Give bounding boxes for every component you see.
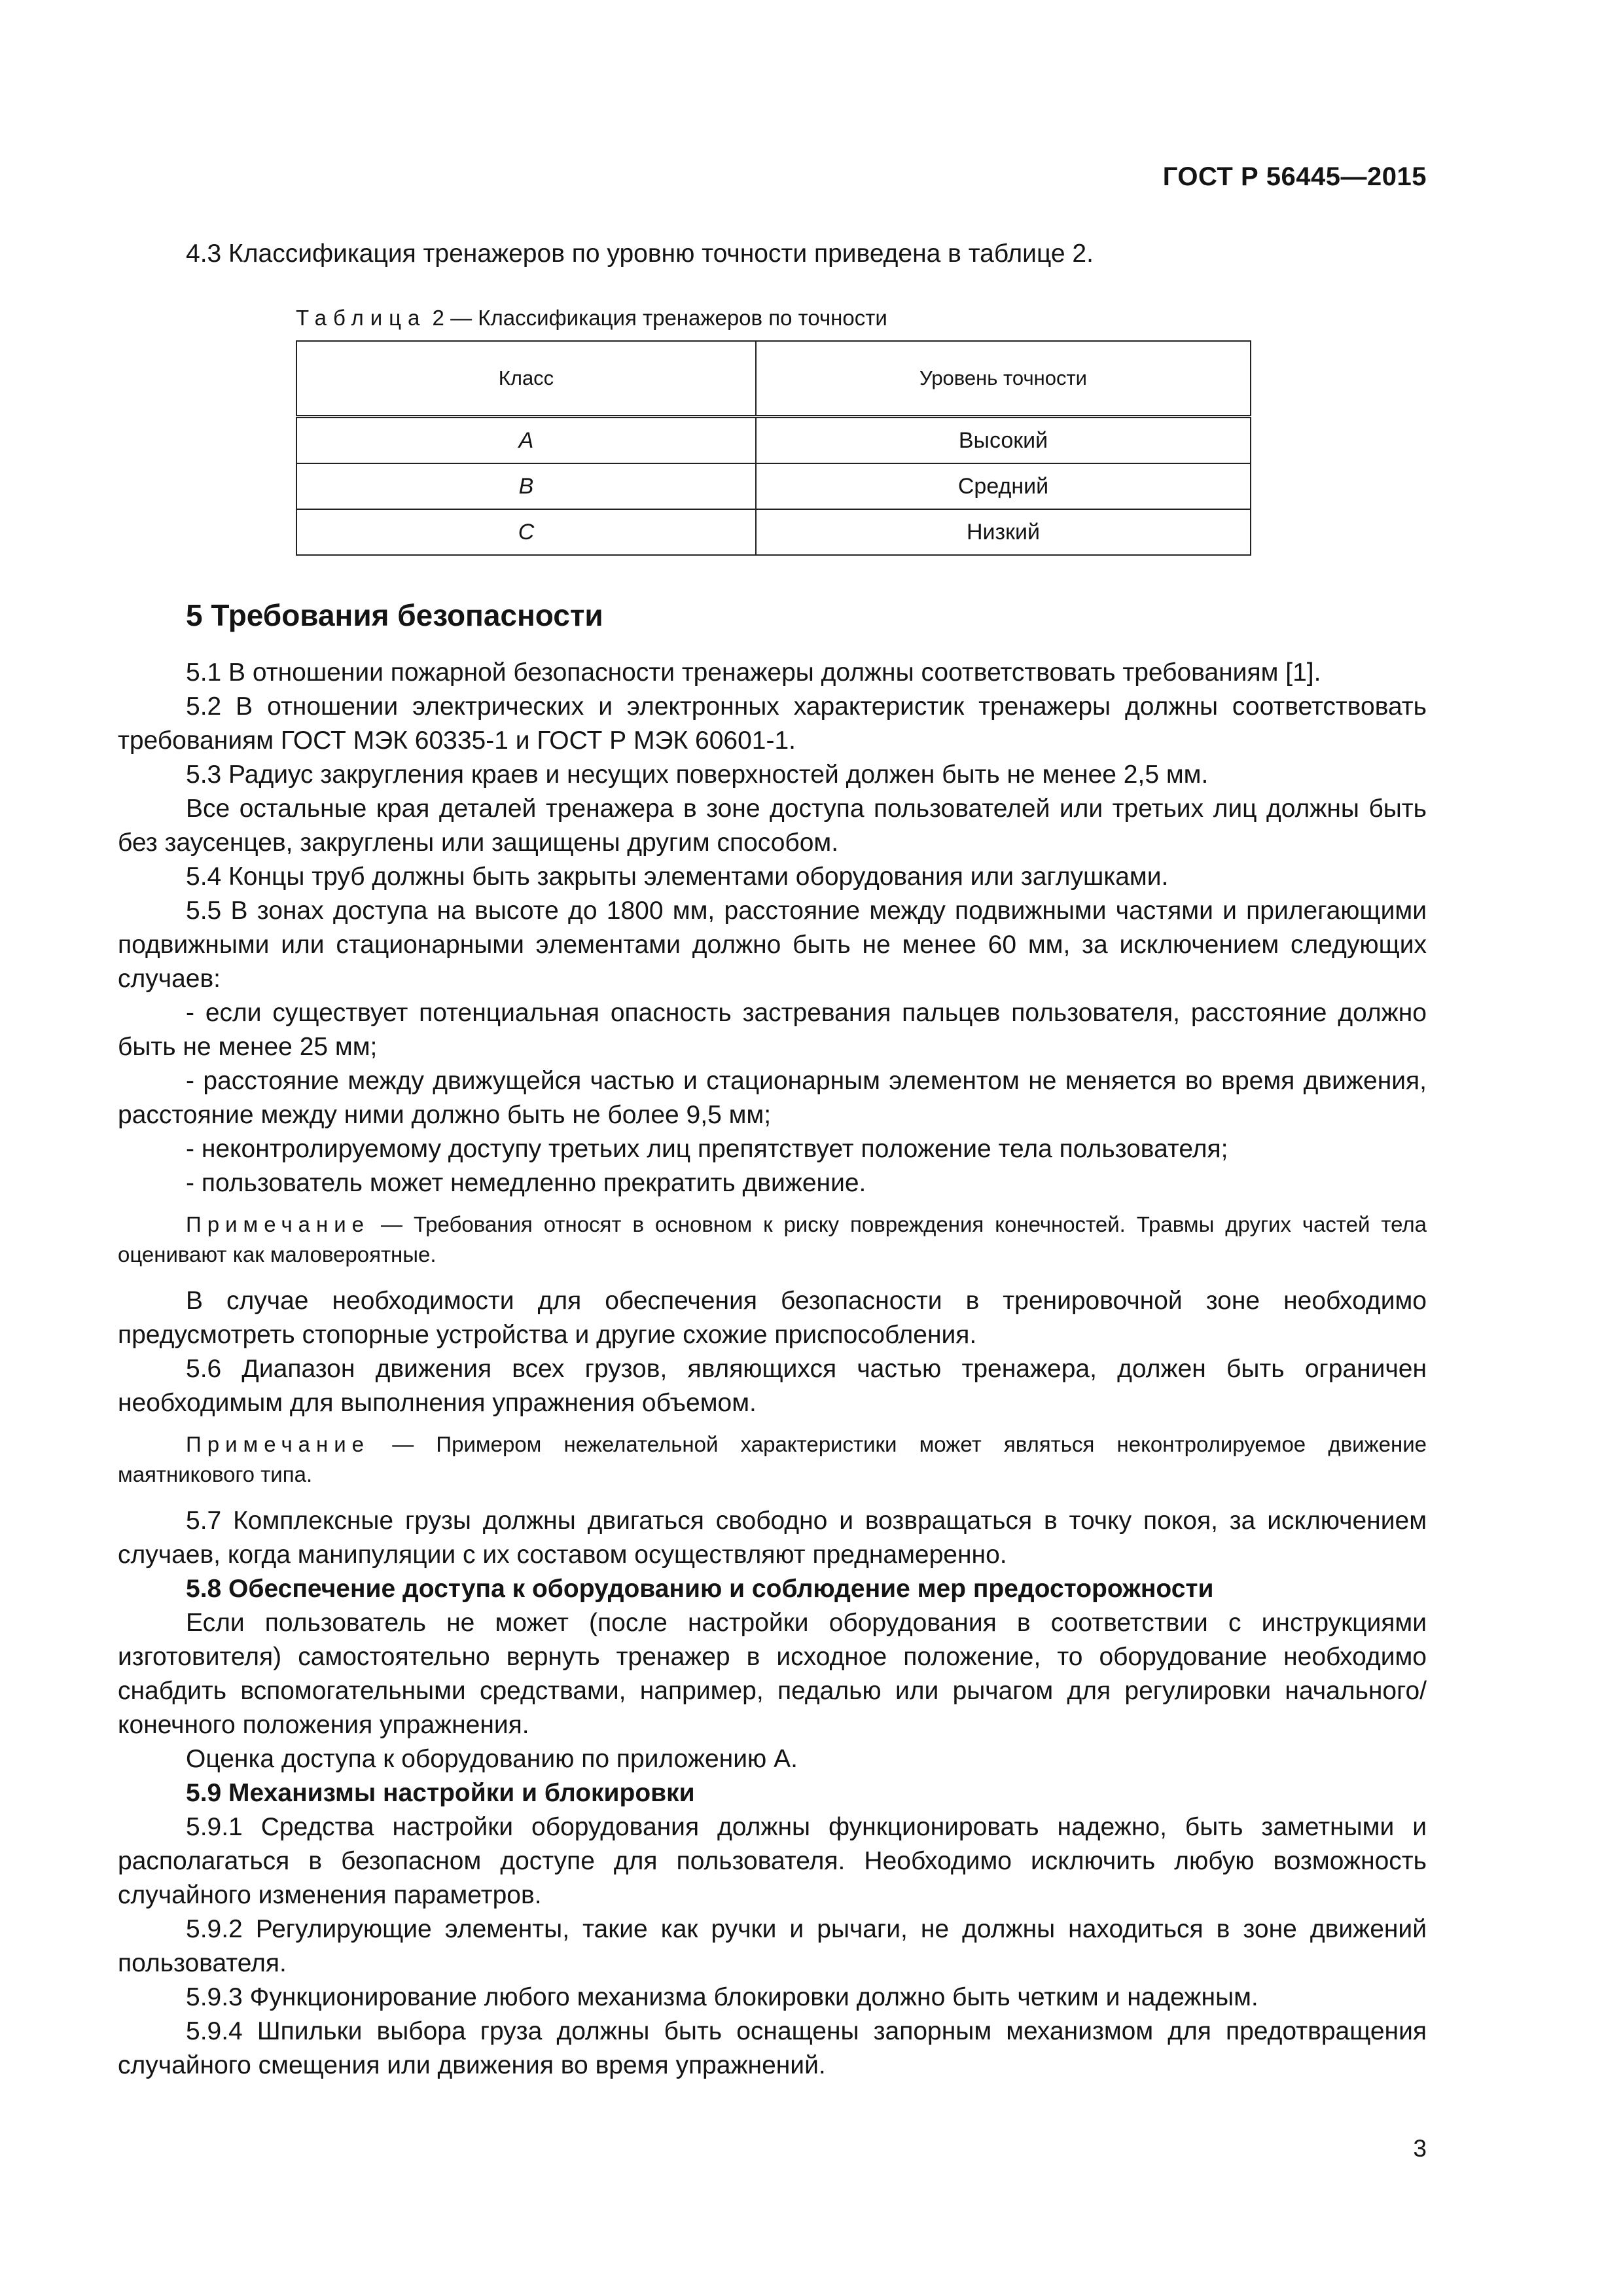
paragraph-5-3: 5.3 Радиус закругления краев и несущих поверхностей должен быть не менее 2,5 мм. bbox=[186, 761, 1209, 789]
paragraph-5-3-cont: Все остальные края деталей тренажера в зоне доступа пользователей или третьих лиц должны быть без заусенцев, закруглены или защищены другим способом. bbox=[118, 795, 1427, 857]
paragraph-5-8: Если пользователь не может (после настройки оборудования в соответствии с инструкциями изготовителя) самостоятельно вернуть тренажер в исходное положение, то оборудование необходимо снабдить вспомогательными средствами, например, педалью или рычагом для регулировки начального/конечного положения упражнения. bbox=[118, 1609, 1427, 1739]
paragraph-5-9-4: 5.9.4 Шпильки выбора груза должны быть оснащены запорным механизмом для предотвращения случайного смещения или движения во время упражнений. bbox=[118, 2017, 1427, 2079]
table-caption-text: 2 — Классификация тренажеров по точности bbox=[426, 306, 887, 330]
paragraph-5-4: 5.4 Концы труб должны быть закрыты элементами оборудования или заглушками. bbox=[186, 863, 1169, 891]
note-1-text: — Требования относят в основном к риску повреждения конечностей. Травмы других частей тела оценивают как маловероятные. bbox=[118, 1212, 1427, 1266]
heading-5-8: 5.8 Обеспечение доступа к оборудованию и соблюдение мер предосторожности bbox=[186, 1575, 1214, 1603]
note-2-label: Примечание bbox=[186, 1432, 370, 1456]
list-item-5-5-b: - расстояние между движущейся частью и стационарным элементом не меняется во время движения, расстояние между ними должно быть не более 9,5 мм; bbox=[118, 1067, 1427, 1129]
table-header-class: Класс bbox=[296, 341, 756, 417]
table-cell-class: C bbox=[296, 509, 756, 555]
table-cell-class: B bbox=[296, 463, 756, 509]
list-item-5-5-c: - неконтролируемому доступу третьих лиц препятствует положение тела пользователя; bbox=[186, 1135, 1228, 1163]
paragraph-5-9-1: 5.9.1 Средства настройки оборудования должны функционировать надежно, быть заметными и располагаться в безопасном доступе для пользователя. Необходимо исключить любую возможность случайного изменения параметров. bbox=[118, 1813, 1427, 1909]
paragraph-5-9-3: 5.9.3 Функционирование любого механизма блокировки должно быть четким и надежным. bbox=[186, 1983, 1258, 2011]
table-caption bbox=[296, 304, 887, 332]
note-1 bbox=[118, 1210, 1427, 1270]
paragraph-5-8-cont: Оценка доступа к оборудованию по приложению А. bbox=[186, 1745, 798, 1773]
note-2-text: — Примером нежелательной характеристики может являться неконтролируемое движение маятникового типа. bbox=[118, 1432, 1427, 1486]
table-cell-class: A bbox=[296, 417, 756, 464]
note-2 bbox=[118, 1429, 1427, 1490]
table-row bbox=[296, 463, 1251, 509]
table-caption-label: Таблица bbox=[296, 306, 427, 330]
paragraph-5-7: 5.7 Комплексные грузы должны двигаться свободно и возвращаться в точку покоя, за исключением случаев, когда манипуляции с их составом осуществляют преднамеренно. bbox=[118, 1507, 1427, 1569]
page-number: 3 bbox=[1413, 2135, 1427, 2162]
table-header-row bbox=[296, 341, 1251, 417]
intro-block bbox=[118, 237, 1427, 271]
table-cell-level: Средний bbox=[756, 463, 1251, 509]
table-cell-level: Высокий bbox=[756, 417, 1251, 464]
list-item-5-5-d: - пользователь может немедленно прекратить движение. bbox=[186, 1169, 866, 1197]
paragraph-5-5: 5.5 В зонах доступа на высоте до 1800 мм, расстояние между подвижными частями и прилегающими подвижными или стационарными элементами должно быть не менее 60 мм, за исключением следующих случаев: bbox=[118, 897, 1427, 993]
accuracy-class-table bbox=[296, 340, 1251, 556]
heading-5-9: 5.9 Механизмы настройки и блокировки bbox=[186, 1779, 695, 1807]
paragraph-5-6: 5.6 Диапазон движения всех грузов, являющихся частью тренажера, должен быть ограничен необходимым для выполнения упражнения объемом. bbox=[118, 1355, 1427, 1417]
paragraph-5-1: 5.1 В отношении пожарной безопасности тренажеры должны соответствовать требованиям [1]. bbox=[186, 658, 1321, 687]
paragraph-5-5-cont: В случае необходимости для обеспечения безопасности в тренировочной зоне необходимо предусмотреть стопорные устройства и другие схожие приспособления. bbox=[118, 1287, 1427, 1349]
paragraph-4-3: 4.3 Классификация тренажеров по уровню точности приведена в таблице 2. bbox=[186, 240, 1094, 268]
paragraph-5-9-2: 5.9.2 Регулирующие элементы, такие как ручки и рычаги, не должны находиться в зоне движений пользователя. bbox=[118, 1915, 1427, 1977]
paragraph-5-2: 5.2 В отношении электрических и электронных характеристик тренажеры должны соответствовать требованиям ГОСТ МЭК 60335-1 и ГОСТ Р МЭК 60601-1. bbox=[118, 692, 1427, 755]
table-cell-level: Низкий bbox=[756, 509, 1251, 555]
table-row bbox=[296, 509, 1251, 555]
list-item-5-5-a: - если существует потенциальная опасность застревания пальцев пользователя, расстояние должно быть не менее 25 мм; bbox=[118, 999, 1427, 1061]
document-id-header: ГОСТ Р 56445—2015 bbox=[1162, 162, 1427, 191]
section-5-block bbox=[118, 597, 1427, 2083]
section-5-title: 5 Требования безопасности bbox=[186, 598, 603, 632]
table-row bbox=[296, 417, 1251, 464]
note-1-label: Примечание bbox=[186, 1212, 370, 1236]
table-header-level: Уровень точности bbox=[756, 341, 1251, 417]
